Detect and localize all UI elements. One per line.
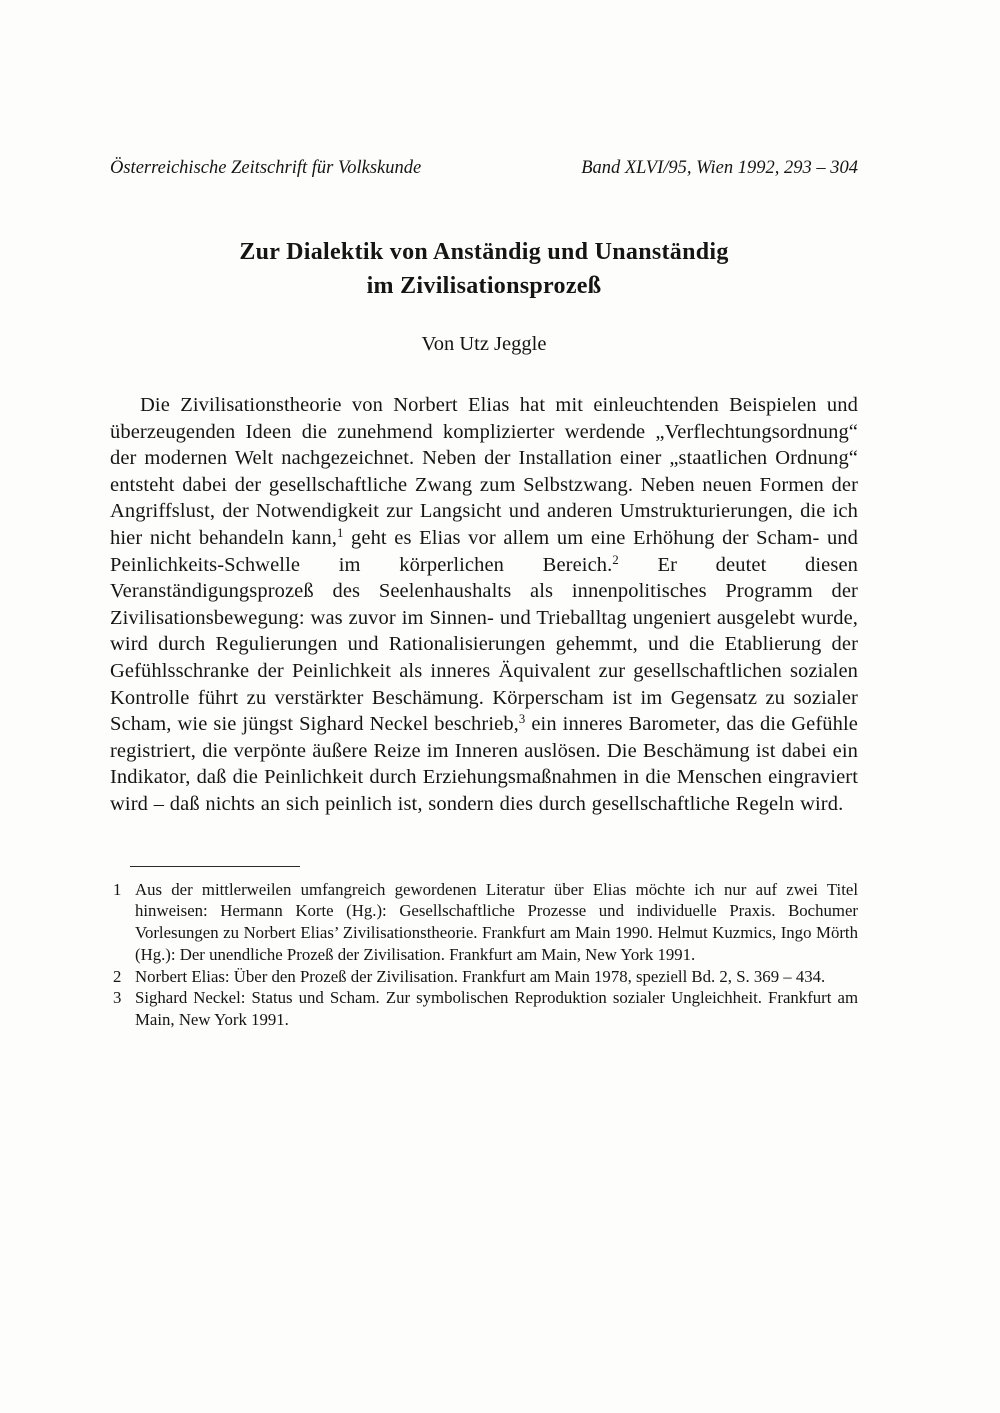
body-paragraph: Die Zivilisationstheorie von Norbert Elias hat mit einleuchtenden Beispielen und überzeugenden Ideen die zunehmend komplizierter werdende „Verflechtungsordnung“ der modernen Welt nachgezeichnet. Neben der Installation einer „staatlichen Ordnung“ entsteht dabei der gesellschaftliche Zwang zum Selbstzwang. Neben neuen Formen der Angriffslust, der Notwendigkeit zur Langsicht und anderen Umstrukturierungen, die ich hier nicht behandeln kann,$^1$ geht es Elias vor allem um eine Erhöhung der Scham- und Peinlichkeits-Schwelle im körperlichen Bereich.$^2$ Er deutet diesen Veranständigungsprozeß des Seelenhaushalts als innenpolitisches Programm der Zivilisationsbewegung: was zuvor im Sinnen- und Trieballtag ungeniert ausgelebt wurde, wird durch Regulierungen und Rationalisierungen gehemmt, und die Etablierung der Gefühlsschranke der Peinlichkeit als inneres Äquivalent zur gesellschaftlichen sozialen Kontrolle führt zu verstärkter Beschämung. Körperscham ist im Gegensatz zu sozialer Scham, wie sie jüngst Sighard Neckel beschrieb,$^3$ ein inneres Barometer, das die Gefühle registriert, die verpönte äußere Reize im Inneren auslösen. Die Beschämung ist dabei ein Indikator, daß die Peinlichkeit durch Erziehungsmaßnahmen in die Menschen eingraviert wird – daß nichts an sich peinlich ist, sondern dies durch gesellschaftliche Regeln wird. (110, 394, 858, 815)
issue-info: Band XLVI/95, Wien 1992, 293 – 304 (581, 158, 858, 178)
footnotes (110, 879, 858, 1032)
footnote-item (110, 966, 858, 988)
footnote-number: 2 (113, 966, 122, 986)
footnote-marker: 3 (518, 712, 526, 727)
author-line: Von Utz Jeggle (421, 333, 547, 355)
footnote-marker: 1 (337, 525, 344, 540)
footnote-text: Aus der mittlerweilen umfangreich gewordenen Literatur über Elias möchte ich nur auf zwei Titel hinweisen: Hermann Korte (Hg.): Gesellschaftliche Prozesse und individuelle Praxis. Bochumer Vorlesungen zu Norbert Elias’ Zivilisationstheorie. Frankfurt am Main 1990. Helmut Kuzmics, Ingo Mörth (Hg.): Der unendliche Prozeß der Zivilisation. Frankfurt am Main, New York 1991. (135, 879, 858, 964)
footnote-text: Norbert Elias: Über den Prozeß der Zivilisation. Frankfurt am Main 1978, speziell Bd. 2, S. 369 – 434. (135, 966, 826, 986)
running-head (110, 158, 858, 179)
article-title-line1: Zur Dialektik von Anständig und Unanständig (239, 239, 729, 265)
footnote-text: Sighard Neckel: Status und Scham. Zur symbolischen Reproduktion sozialer Ungleichheit. Frankfurt am Main, New York 1991. (135, 988, 858, 1030)
footnote-marker: 2 (612, 552, 619, 567)
footnote-number: 3 (113, 988, 122, 1008)
text-block (110, 0, 858, 1031)
footnote-rule (130, 866, 300, 867)
article-title-line2: im Zivilisationsprozeß (366, 273, 602, 299)
journal-name: Österreichische Zeitschrift für Volkskunde (110, 158, 422, 178)
footnote-item (110, 987, 858, 1031)
footnote-number: 1 (113, 879, 122, 899)
article-title (110, 235, 858, 303)
footnote-item (110, 879, 858, 966)
